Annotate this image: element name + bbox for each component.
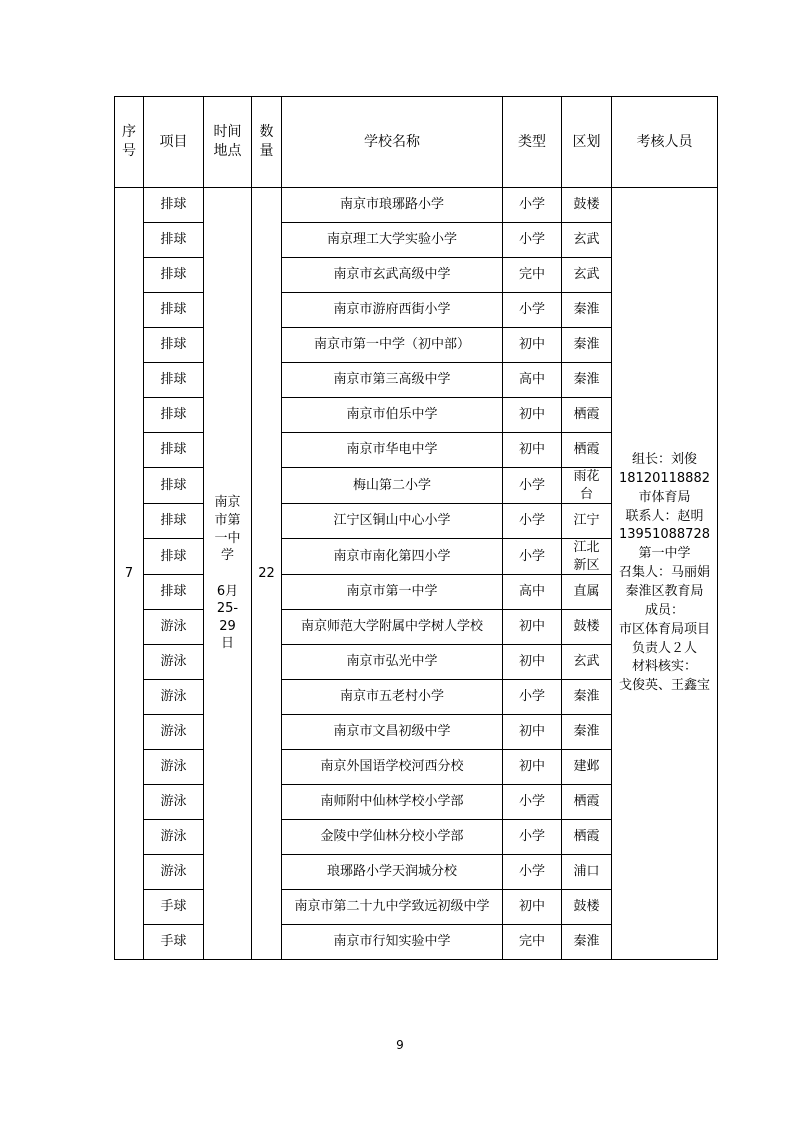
district-cell	[562, 363, 612, 398]
school-name-cell: 南京外国语学校河西分校	[282, 750, 503, 785]
header-row	[115, 97, 718, 188]
district-cell	[562, 575, 612, 610]
school-name-cell: 南京市行知实验中学	[282, 925, 503, 960]
school-name-cell: 南京师范大学附属中学树人学校	[282, 610, 503, 645]
school-name-cell: 琅琊路小学天润城分校	[282, 855, 503, 890]
district-label: 江宁	[573, 513, 600, 529]
district-cell	[562, 750, 612, 785]
page-number: 9	[396, 1038, 404, 1052]
district-cell	[562, 610, 612, 645]
group-seq: 7	[115, 188, 144, 960]
school-type-cell: 小学	[503, 188, 562, 223]
project-cell: 游泳	[144, 680, 204, 715]
district-label: 秦淮	[573, 302, 600, 318]
district-cell	[562, 293, 612, 328]
project-cell: 排球	[144, 293, 204, 328]
header-district: 区划	[562, 97, 612, 188]
district-cell	[562, 890, 612, 925]
school-name-cell: 江宁区铜山中心小学	[282, 504, 503, 539]
school-type-cell: 小学	[503, 785, 562, 820]
district-cell	[562, 504, 612, 539]
school-type-cell: 小学	[503, 539, 562, 575]
school-name-cell: 南京市游府西街小学	[282, 293, 503, 328]
project-cell: 排球	[144, 433, 204, 468]
school-type-cell: 小学	[503, 293, 562, 328]
staff-text: 组长：刘俊 18120118882 市体育局 联系人：赵明 13951088728 第一中学 召集人：马丽娟 秦淮区教育局 成员： 市区体育局项目负责人２人 材料核实： 戈俊英、王鑫宝	[618, 452, 710, 694]
district-cell	[562, 820, 612, 855]
school-type-cell: 小学	[503, 468, 562, 504]
project-cell: 排球	[144, 328, 204, 363]
district-label: 玄武	[573, 654, 600, 670]
group-time-place	[204, 188, 252, 960]
school-name-cell: 南京市弘光中学	[282, 645, 503, 680]
project-cell: 排球	[144, 468, 204, 504]
district-label: 鼓楼	[573, 619, 600, 635]
district-cell	[562, 328, 612, 363]
project-cell: 排球	[144, 575, 204, 610]
school-name-cell: 南京市玄武高级中学	[282, 258, 503, 293]
school-type-cell: 小学	[503, 680, 562, 715]
header-time-place: 时间地点	[204, 97, 252, 188]
school-name-cell: 南京市南化第四小学	[282, 539, 503, 575]
district-label: 雨花台	[573, 469, 600, 502]
school-name-cell: 南京市伯乐中学	[282, 398, 503, 433]
district-cell	[562, 785, 612, 820]
group-staff	[612, 188, 718, 960]
table-row	[115, 188, 718, 223]
school-name-cell: 南京市华电中学	[282, 433, 503, 468]
district-label: 玄武	[573, 267, 600, 283]
school-type-cell: 小学	[503, 223, 562, 258]
district-label: 秦淮	[573, 934, 600, 950]
header-project: 项目	[144, 97, 204, 188]
school-name-cell: 南京理工大学实验小学	[282, 223, 503, 258]
school-name-cell: 南京市五老村小学	[282, 680, 503, 715]
project-cell: 游泳	[144, 750, 204, 785]
district-label: 直属	[573, 584, 600, 600]
district-cell	[562, 645, 612, 680]
district-label: 浦口	[573, 864, 600, 880]
district-label: 秦淮	[573, 724, 600, 740]
district-label: 玄武	[573, 232, 600, 248]
school-name-cell: 南京市琅琊路小学	[282, 188, 503, 223]
school-type-cell: 初中	[503, 750, 562, 785]
school-type-cell: 初中	[503, 328, 562, 363]
district-cell	[562, 539, 612, 575]
district-cell	[562, 468, 612, 504]
school-type-cell: 高中	[503, 363, 562, 398]
district-label: 栖霞	[573, 829, 600, 845]
project-cell: 游泳	[144, 855, 204, 890]
school-name-cell: 南京市第一中学（初中部）	[282, 328, 503, 363]
district-label: 秦淮	[573, 689, 600, 705]
district-cell	[562, 433, 612, 468]
project-cell: 游泳	[144, 785, 204, 820]
district-label: 江北新区	[573, 540, 600, 573]
district-cell	[562, 258, 612, 293]
school-assessment-table	[114, 96, 718, 960]
school-type-cell: 初中	[503, 715, 562, 750]
school-type-cell: 高中	[503, 575, 562, 610]
header-staff: 考核人员	[612, 97, 718, 188]
school-name-cell: 南京市第三高级中学	[282, 363, 503, 398]
school-name-cell: 梅山第二小学	[282, 468, 503, 504]
header-type: 类型	[503, 97, 562, 188]
school-type-cell: 初中	[503, 645, 562, 680]
district-label: 鼓楼	[573, 197, 600, 213]
district-label: 栖霞	[573, 794, 600, 810]
district-label: 秦淮	[573, 372, 600, 388]
project-cell: 排球	[144, 504, 204, 539]
project-cell: 排球	[144, 188, 204, 223]
district-label: 建邺	[573, 759, 600, 775]
district-cell	[562, 855, 612, 890]
project-cell: 排球	[144, 363, 204, 398]
project-cell: 手球	[144, 890, 204, 925]
header-seq: 序号	[115, 97, 144, 188]
district-label: 鼓楼	[573, 899, 600, 915]
school-name-cell: 南京市文昌初级中学	[282, 715, 503, 750]
project-cell: 游泳	[144, 610, 204, 645]
group-place: 南京市第一中学	[214, 495, 241, 564]
school-name-cell: 南京市第一中学	[282, 575, 503, 610]
school-name-cell: 金陵中学仙林分校小学部	[282, 820, 503, 855]
project-cell: 游泳	[144, 645, 204, 680]
project-cell: 手球	[144, 925, 204, 960]
district-cell	[562, 188, 612, 223]
district-cell	[562, 715, 612, 750]
project-cell: 游泳	[144, 715, 204, 750]
school-type-cell: 完中	[503, 925, 562, 960]
school-type-cell: 初中	[503, 610, 562, 645]
school-type-cell: 小学	[503, 820, 562, 855]
district-label: 秦淮	[573, 337, 600, 353]
project-cell: 排球	[144, 539, 204, 575]
project-cell: 排球	[144, 223, 204, 258]
school-type-cell: 小学	[503, 504, 562, 539]
table-body	[115, 188, 718, 960]
project-cell: 排球	[144, 258, 204, 293]
school-type-cell: 小学	[503, 855, 562, 890]
school-type-cell: 初中	[503, 890, 562, 925]
school-type-cell: 初中	[503, 433, 562, 468]
school-name-cell: 南师附中仙林学校小学部	[282, 785, 503, 820]
school-type-cell: 完中	[503, 258, 562, 293]
project-cell: 游泳	[144, 820, 204, 855]
district-cell	[562, 223, 612, 258]
project-cell: 排球	[144, 398, 204, 433]
header-count: 数量	[252, 97, 282, 188]
school-name-cell: 南京市第二十九中学致远初级中学	[282, 890, 503, 925]
district-label: 栖霞	[573, 407, 600, 423]
district-cell	[562, 925, 612, 960]
header-school: 学校名称	[282, 97, 503, 188]
district-cell	[562, 680, 612, 715]
school-type-cell: 初中	[503, 398, 562, 433]
district-label: 栖霞	[573, 442, 600, 458]
district-cell	[562, 398, 612, 433]
group-date: 6月25-29日	[216, 583, 239, 652]
group-count: 22	[252, 188, 282, 960]
